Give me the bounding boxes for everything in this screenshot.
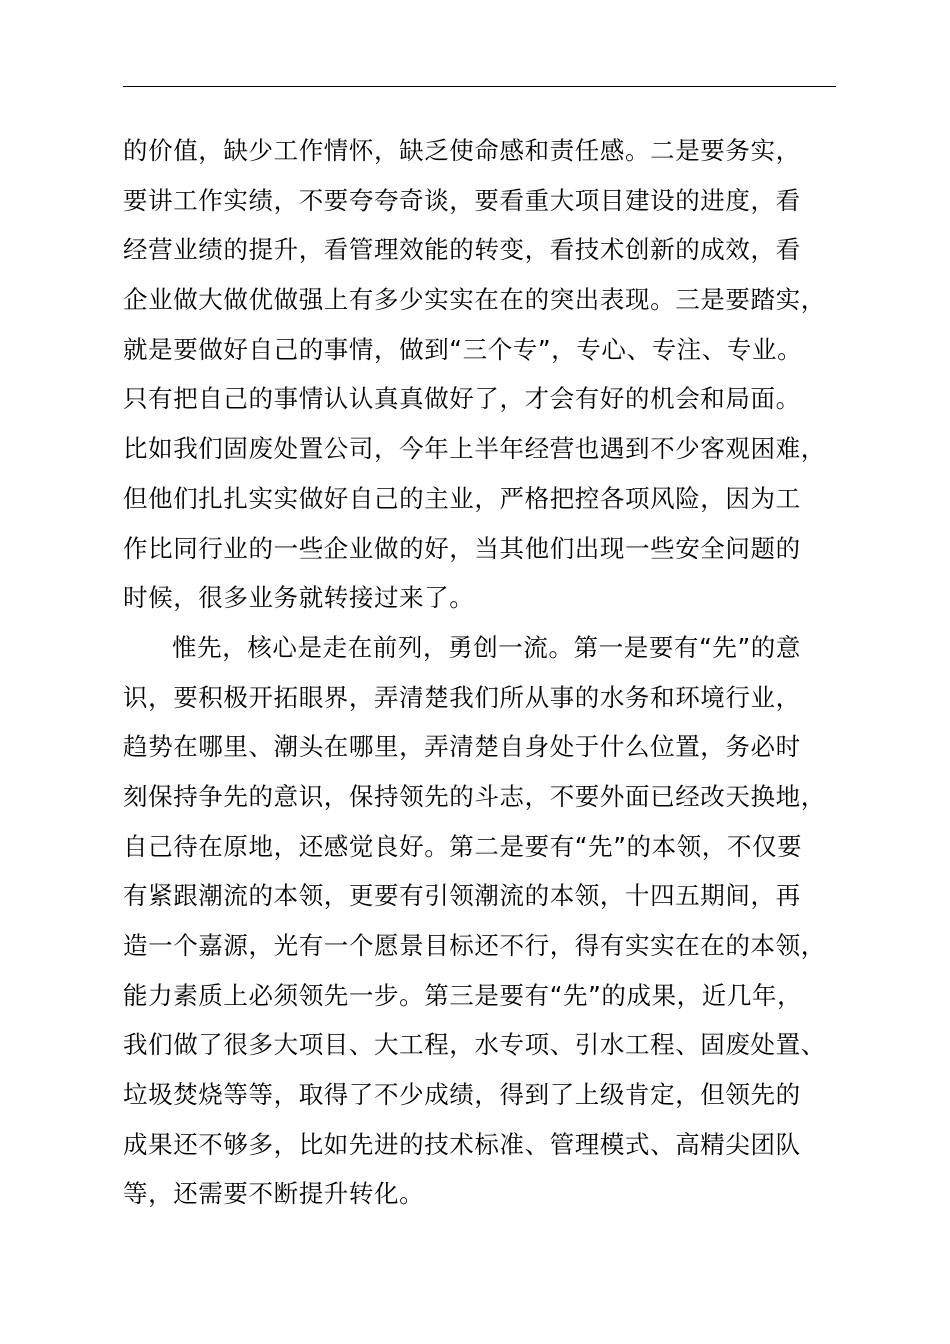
text-line: 识，要积极开拓眼界，弄清楚我们所从事的水务和环境行业， [123, 682, 801, 712]
body-text [123, 126, 868, 1219]
text-line: 我们做了很多大项目、大工程，水专项、引水工程、固废处置、 [123, 1030, 826, 1060]
header-rule [123, 86, 836, 87]
text-line: 只有把自己的事情认认真真做好了，才会有好的机会和局面。 [123, 384, 801, 414]
text-line: 成果还不够多，比如先进的技术标准、管理模式、高精尖团队 [123, 1129, 801, 1159]
text-line: 造一个嘉源，光有一个愿景目标还不行，得有实实在在的本领， [123, 931, 826, 960]
text-line: 经营业绩的提升，看管理效能的转变，看技术创新的成效，看 [123, 235, 801, 265]
text-line: 比如我们固废处置公司，今年上半年经营也遇到不少客观困难， [123, 434, 826, 464]
text-line: 有紧跟潮流的本领，更要有引领潮流的本领，十四五期间，再 [123, 881, 801, 911]
text-line: 时候，很多业务就转接过来了。 [123, 583, 475, 613]
text-line: 自己待在原地，还感觉良好。第二是要有“先”的本领，不仅要 [123, 831, 803, 861]
text-line: 企业做大做优做强上有多少实实在在的突出表现。三是要踏实， [123, 285, 826, 315]
text-line: 能力素质上必须领先一步。第三是要有“先”的成果，近几年， [123, 980, 803, 1010]
paragraph-start-line: 惟先，核心是走在前列，勇创一流。第一是要有“先”的意 [172, 632, 801, 662]
text-line: 刻保持争先的意识，保持领先的斗志，不要外面已经改天换地， [123, 781, 826, 811]
text-line: 就是要做好自己的事情，做到“三个专”，专心、专注、专业。 [123, 334, 803, 364]
text-line: 作比同行业的一些企业做的好，当其他们出现一些安全问题的 [123, 533, 801, 563]
text-line: 垃圾焚烧等等，取得了不少成绩，得到了上级肯定，但领先的 [123, 1080, 801, 1110]
text-line: 要讲工作实绩，不要夸夸奇谈，要看重大项目建设的进度，看 [123, 185, 801, 215]
text-line: 的价值，缺少工作情怀，缺乏使命感和责任感。二是要务实， [123, 136, 801, 165]
text-line: 等，还需要不断提升转化。 [123, 1179, 425, 1209]
text-line: 趋势在哪里、潮头在哪里，弄清楚自身处于什么位置，务必时 [123, 732, 801, 762]
text-line: 但他们扎扎实实做好自己的主业，严格把控各项风险，因为工 [123, 483, 801, 513]
